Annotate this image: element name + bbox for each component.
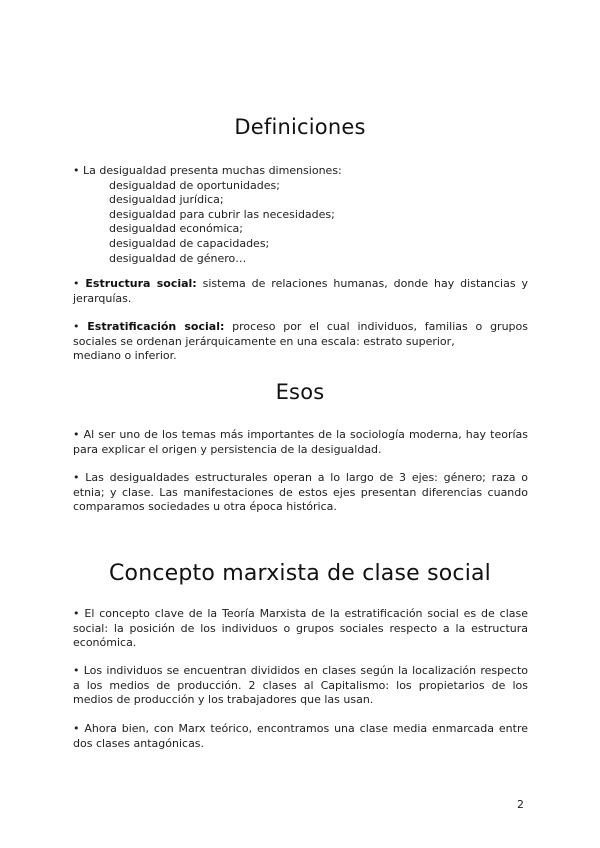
esos-paragraph-2: • Las desigualdades estructurales operan a lo largo de 3 ejes: género; raza o etnia; y clase. Las manifestaciones de estos ejes presentan diferencias cuando comparamos sociedades u otra época histórica. (73, 471, 528, 514)
dimension-item: desigualdad de género… (109, 251, 247, 265)
dimensions-list (73, 164, 528, 266)
bullet: • (73, 277, 86, 290)
estratificacion-social-paragraph (73, 320, 528, 364)
estructura-social-paragraph (73, 277, 528, 306)
dimension-item: desigualdad jurídica; (109, 193, 224, 207)
dimension-item: desigualdad de capacidades; (109, 236, 270, 250)
page-number: 2 (517, 798, 524, 811)
marxista-paragraph-2: • Los individuos se encuentran divididos en clases según la localización respecto a los medios de producción. 2 clases al Capitalismo: los propietarios de los medios de producción y los trabajadores que las usan. (73, 664, 528, 707)
heading-esos: Esos (275, 380, 325, 404)
definition-text: sistema de relaciones humanas, donde hay distancias y jerarquías. (73, 277, 528, 305)
term-estratificacion-social: Estratificación social: (87, 320, 225, 333)
esos-paragraph-1: • Al ser uno de los temas más importantes de la sociología moderna, hay teorías para explicar el origen y persistencia de la desigualdad. (73, 428, 528, 456)
marxista-paragraph-3: • Ahora bien, con Marx teórico, encontramos una clase media enmarcada entre dos clases antagónicas. (73, 722, 528, 750)
definition-text: proceso por el cual individuos, familias o grupos sociales se ordenan jerárquicamente en una escala: estrato superior, (73, 320, 528, 348)
heading-definiciones: Definiciones (234, 115, 366, 139)
term-estructura-social: Estructura social: (85, 277, 197, 290)
definition-text-continued: mediano o inferior. (73, 349, 177, 363)
dimension-item: desigualdad de oportunidades; (109, 178, 280, 192)
dimension-item: desigualdad económica; (109, 222, 244, 236)
heading-concepto-marxista: Concepto marxista de clase social (109, 561, 491, 586)
bullet: • (73, 320, 88, 333)
marxista-paragraph-1: • El concepto clave de la Teoría Marxista de la estratificación social es de clase social: la posición de los individuos o grupos sociales respecto a la estructura económica. (73, 607, 528, 650)
dimension-item: desigualdad para cubrir las necesidades; (109, 207, 335, 221)
dimensions-intro: • La desigualdad presenta muchas dimensiones: (73, 164, 342, 177)
